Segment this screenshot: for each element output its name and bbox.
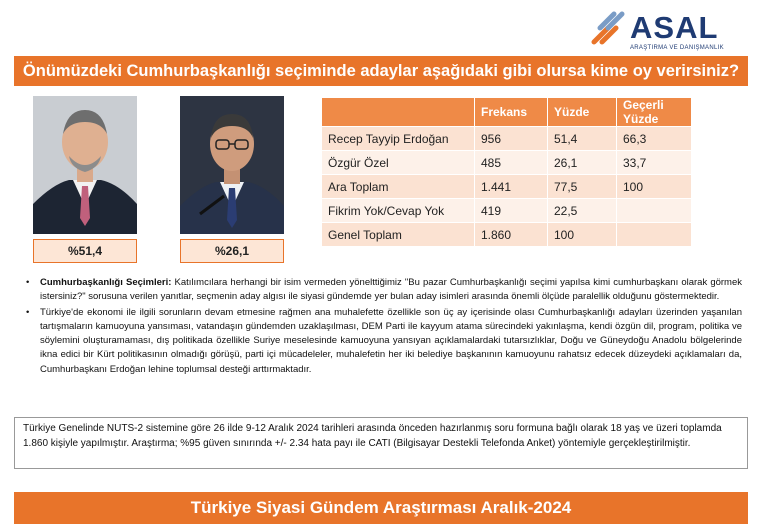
note-item bbox=[24, 276, 742, 305]
row-gecerli: 33,7 bbox=[617, 151, 692, 175]
results-table bbox=[322, 98, 692, 246]
table-header-gecerli: Geçerli Yüzde bbox=[617, 98, 692, 127]
row-label: Özgür Özel bbox=[322, 151, 475, 175]
row-gecerli bbox=[617, 223, 692, 247]
table-row bbox=[322, 175, 692, 199]
report-title-footer: Türkiye Siyasi Gündem Araştırması Aralık-2024 bbox=[14, 492, 748, 524]
logo-wordmark: ASAL bbox=[630, 10, 719, 45]
analysis-notes bbox=[24, 276, 742, 378]
table-row bbox=[322, 127, 692, 151]
row-frekans: 1.441 bbox=[475, 175, 548, 199]
candidate-1-share: %51,4 bbox=[33, 239, 137, 263]
row-frekans: 1.860 bbox=[475, 223, 548, 247]
table-row bbox=[322, 223, 692, 247]
candidate-1-portrait bbox=[33, 96, 137, 234]
row-yuzde: 100 bbox=[548, 223, 617, 247]
asal-logo-mark-icon bbox=[588, 8, 628, 48]
row-gecerli: 100 bbox=[617, 175, 692, 199]
row-yuzde: 77,5 bbox=[548, 175, 617, 199]
table-row bbox=[322, 199, 692, 223]
row-yuzde: 51,4 bbox=[548, 127, 617, 151]
row-label: Genel Toplam bbox=[322, 223, 475, 247]
logo-tagline: ARAŞTIRMA VE DANIŞMANLIK bbox=[630, 45, 724, 51]
row-yuzde: 26,1 bbox=[548, 151, 617, 175]
table-header-frekans: Frekans bbox=[475, 98, 548, 127]
note-text: Katılımcılara herhangi bir isim vermeden yönelttiğimiz "Bu pazar Cumhurbaşkanlığı seçimi yapılsa kimi cumhurbaşkanı olarak görmek istersiniz?" sorusuna verilen yanıtlar, seçmenin aday algısı ile siyasi gündemde yer bulan aday isimleri arasında önemli ölçüde paralellik olduğunu göstermektedir. bbox=[40, 277, 742, 303]
row-frekans: 485 bbox=[475, 151, 548, 175]
note-title: Cumhurbaşkanlığı Seçimleri: bbox=[40, 277, 172, 288]
candidate-portrait-icon bbox=[180, 96, 284, 234]
row-label: Recep Tayyip Erdoğan bbox=[322, 127, 475, 151]
bullet-icon: • bbox=[26, 277, 30, 288]
bullet-icon: • bbox=[26, 306, 30, 318]
methodology-box: Türkiye Genelinde NUTS-2 sistemine göre 26 ilde 9-12 Aralık 2024 tarihleri arasında önceden hazırlanmış soru formuna bağlı olarak 18 yaş ve üzeri toplamda 1.860 kişiyle yapılmıştır. Araştırma; %95 güven sınırında +/- 2.34 hata payı ile CATI (Bilgisayar Destekli Telefonda Anket) yöntemiyle gerçekleştirilmiştir. bbox=[14, 417, 748, 469]
row-yuzde: 22,5 bbox=[548, 199, 617, 223]
asal-logo bbox=[588, 8, 738, 52]
note-text: Türkiye'de ekonomi ile ilgili sorunların devam etmesine rağmen ana muhalefette özellikle son üç ay içerisinde olası Cumhurbaşkanlığı adayları üzerinden yaşanılan tartışmaların kamuoyuna yansıması, vatandaşın gündemden uzaklaşılması, DEM Parti ile kayyum atama sürecindeki yakınlaşma, kendi özgün dil, program, politika ve söylemini oluşturamaması, dış politikada özellikle Suriye meselesinde kamuoyuna yansıyan açıklamalardaki tutarsızlıklar, Doğu ve Güneydoğu Anadolu bölgelerinde ikna edici bir Kürt politikasının olmadığı görüşü, parti içi mücadeleler, muhalefetin her iki belediye başkanının kamuoyunu rahatsız edecek düzeydeki açıklamaları da, Cumhurbaşkanı Erdoğan lehine toplumsal desteği arttırmaktadır. bbox=[40, 306, 742, 375]
candidate-2-portrait bbox=[180, 96, 284, 234]
row-label: Fikrim Yok/Cevap Yok bbox=[322, 199, 475, 223]
row-frekans: 956 bbox=[475, 127, 548, 151]
table-header-row bbox=[322, 98, 692, 127]
candidate-portrait-icon bbox=[33, 96, 137, 234]
candidate-2-share: %26,1 bbox=[180, 239, 284, 263]
table-row bbox=[322, 151, 692, 175]
row-gecerli: 66,3 bbox=[617, 127, 692, 151]
row-gecerli bbox=[617, 199, 692, 223]
table-header-yuzde: Yüzde bbox=[548, 98, 617, 127]
row-label: Ara Toplam bbox=[322, 175, 475, 199]
row-frekans: 419 bbox=[475, 199, 548, 223]
note-item bbox=[24, 306, 742, 377]
table-header-label bbox=[322, 98, 475, 127]
survey-question: Önümüzdeki Cumhurbaşkanlığı seçiminde adaylar aşağıdaki gibi olursa kime oy verirsiniz? bbox=[14, 56, 748, 86]
